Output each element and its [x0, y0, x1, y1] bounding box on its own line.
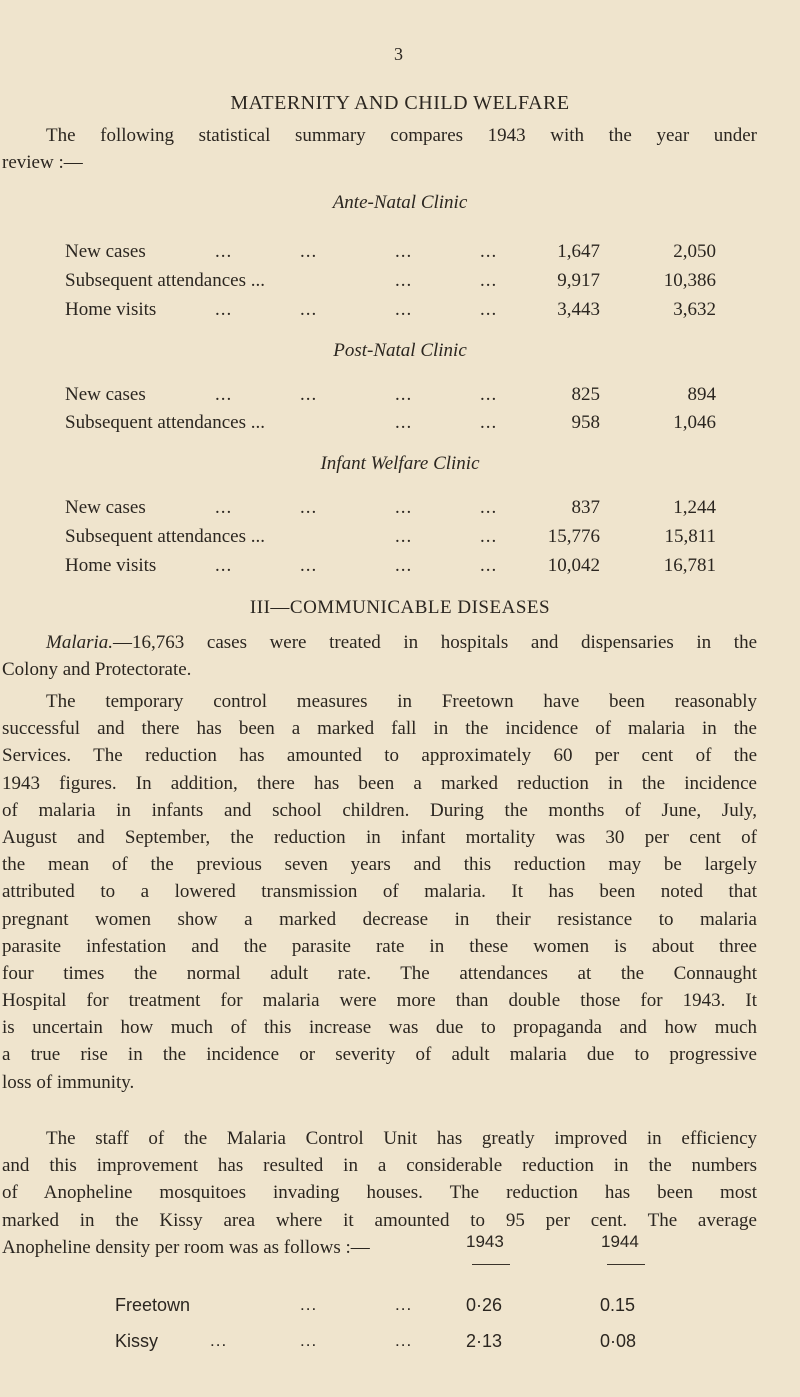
clinic-title: Ante-Natal Clinic	[332, 192, 468, 213]
leader-dots: ...	[480, 299, 498, 320]
row-label: New cases	[65, 241, 146, 262]
text-line: August and September, the reduction in infant mortality was 30 per cent of	[2, 826, 757, 848]
value-1944: 3,632	[673, 299, 716, 320]
leader-dots: ...	[300, 241, 318, 262]
leader-dots: ...	[480, 526, 498, 547]
table-row	[0, 299, 800, 327]
leader-dots: ...	[395, 270, 413, 291]
value-1943: 837	[571, 497, 600, 518]
header-1943: 1943	[466, 1232, 504, 1251]
leader-dots: ...	[480, 555, 498, 576]
text-line: pregnant women show a marked decrease in their resistance to malaria	[2, 908, 757, 930]
leader-dots: ...	[395, 384, 413, 405]
leader-dots: ...	[210, 1331, 228, 1350]
leader-dots: ...	[300, 1295, 318, 1314]
leader-dots: ...	[300, 497, 318, 518]
leader-dots: ...	[395, 526, 413, 547]
text-line	[2, 629, 757, 656]
section2-title: III—COMMUNICABLE DISEASES	[249, 597, 551, 618]
leader-dots: ...	[215, 299, 233, 320]
value-1943: 0·26	[466, 1295, 503, 1315]
value-1943: 825	[571, 384, 600, 405]
leader-dots: ...	[480, 270, 498, 291]
place-name: Kissy	[115, 1331, 159, 1351]
value-1944: 1,244	[673, 497, 716, 518]
text-line: the mean of the previous seven years and this reduction may be largely	[2, 854, 757, 876]
text-line: Hospital for treatment for malaria were more than double those for 1943. It	[2, 990, 757, 1012]
malaria-lead: Malaria.	[46, 632, 114, 653]
leader-dots: ...	[395, 1295, 413, 1314]
text-line: Services. The reduction has amounted to approximately 60 per cent of the	[2, 745, 757, 767]
text-line: parasite infestation and the parasite rate in these women is about three	[2, 935, 757, 957]
leader-dots: ...	[300, 1331, 318, 1350]
value-1943: 10,042	[547, 555, 600, 576]
value-1944: 894	[687, 384, 716, 405]
text-line: attributed to a lowered transmission of malaria. It has been noted that	[2, 881, 757, 903]
row-label: New cases	[65, 497, 146, 518]
text-line: of malaria in infants and school children. During the months of June, July,	[2, 799, 757, 821]
leader-dots: ...	[300, 555, 318, 576]
text-line: marked in the Kissy area where it amounted to 95 per cent. The average	[2, 1209, 757, 1231]
value-1944: 2,050	[673, 241, 716, 262]
value-1943: 2·13	[466, 1331, 503, 1351]
section-title: MATERNITY AND CHILD WELFARE	[230, 92, 570, 114]
row-label: Home visits	[65, 555, 157, 576]
table-row	[0, 270, 800, 298]
row-label: Subsequent attendances ...	[65, 412, 265, 433]
header-rule	[472, 1264, 510, 1265]
page-number: 3	[394, 44, 403, 64]
leader-dots: ...	[480, 384, 498, 405]
leader-dots: ...	[395, 299, 413, 320]
text-line: a true rise in the incidence or severity of adult malaria due to progressive	[2, 1044, 757, 1066]
clinic-title: Infant Welfare Clinic	[320, 453, 480, 474]
text-span: —16,763 cases were treated in hospitals and dispensaries in the	[113, 632, 757, 653]
table-row	[0, 555, 800, 583]
leader-dots: ...	[215, 497, 233, 518]
value-1944: 0·08	[600, 1331, 637, 1351]
row-label: Home visits	[65, 299, 157, 320]
leader-dots: ...	[395, 412, 413, 433]
value-1944: 0.15	[600, 1295, 636, 1315]
place-name: Freetown	[115, 1295, 191, 1315]
leader-dots: ...	[395, 555, 413, 576]
leader-dots: ...	[395, 1331, 413, 1350]
leader-dots: ...	[300, 299, 318, 320]
text-line: is uncertain how much of this increase was due to propaganda and how much	[2, 1017, 757, 1039]
table-row	[0, 241, 800, 269]
row-label: New cases	[65, 384, 146, 405]
row-label: Subsequent attendances ...	[65, 526, 265, 547]
text-line: 1943 figures. In addition, there has been a marked reduction in the incidence	[2, 772, 757, 794]
value-1943: 1,647	[557, 241, 600, 262]
text-line: review :—	[2, 152, 83, 174]
leader-dots: ...	[215, 241, 233, 262]
clinic-title: Post-Natal Clinic	[333, 340, 467, 361]
table-row	[0, 526, 800, 554]
table-row	[0, 384, 800, 412]
paragraph-control-measures	[2, 688, 757, 1096]
leader-dots: ...	[300, 384, 318, 405]
text-line: Anopheline density per room was as follows :—	[2, 1236, 370, 1258]
text-line: loss of immunity.	[2, 1071, 135, 1093]
text-line: The following statistical summary compares 1943 with the year under	[46, 125, 757, 146]
value-1944: 16,781	[663, 555, 716, 576]
value-1943: 9,917	[557, 270, 600, 291]
value-1944: 10,386	[663, 270, 716, 291]
leader-dots: ...	[215, 555, 233, 576]
leader-dots: ...	[395, 497, 413, 518]
leader-dots: ...	[215, 384, 233, 405]
text-line: successful and there has been a marked fall in the incidence of malaria in the	[2, 718, 757, 740]
paragraph-control-unit	[2, 1125, 757, 1261]
text-line: of Anopheline mosquitoes invading houses. The reduction has been most	[2, 1182, 757, 1204]
text-line: The temporary control measures in Freetown have been reasonably	[46, 691, 757, 712]
leader-dots: ...	[395, 241, 413, 262]
row-label: Subsequent attendances ...	[65, 270, 265, 291]
header-rule	[607, 1264, 645, 1265]
value-1943: 958	[571, 412, 600, 433]
malaria-paragraph	[2, 629, 757, 683]
table-row	[0, 412, 800, 440]
leader-dots: ...	[480, 497, 498, 518]
text-line: and this improvement has resulted in a considerable reduction in the numbers	[2, 1155, 757, 1177]
header-1944: 1944	[601, 1232, 639, 1251]
table-row	[0, 497, 800, 525]
value-1944: 1,046	[673, 412, 716, 433]
leader-dots: ...	[480, 241, 498, 262]
value-1943: 3,443	[557, 299, 600, 320]
text-line: The staff of the Malaria Control Unit has greatly improved in efficiency	[46, 1128, 757, 1149]
leader-dots: ...	[480, 412, 498, 433]
value-1943: 15,776	[547, 526, 600, 547]
value-1944: 15,811	[664, 526, 716, 547]
text-line: Colony and Protectorate.	[2, 659, 192, 681]
intro-paragraph	[2, 122, 757, 176]
text-line: four times the normal adult rate. The attendances at the Connaught	[2, 962, 757, 984]
